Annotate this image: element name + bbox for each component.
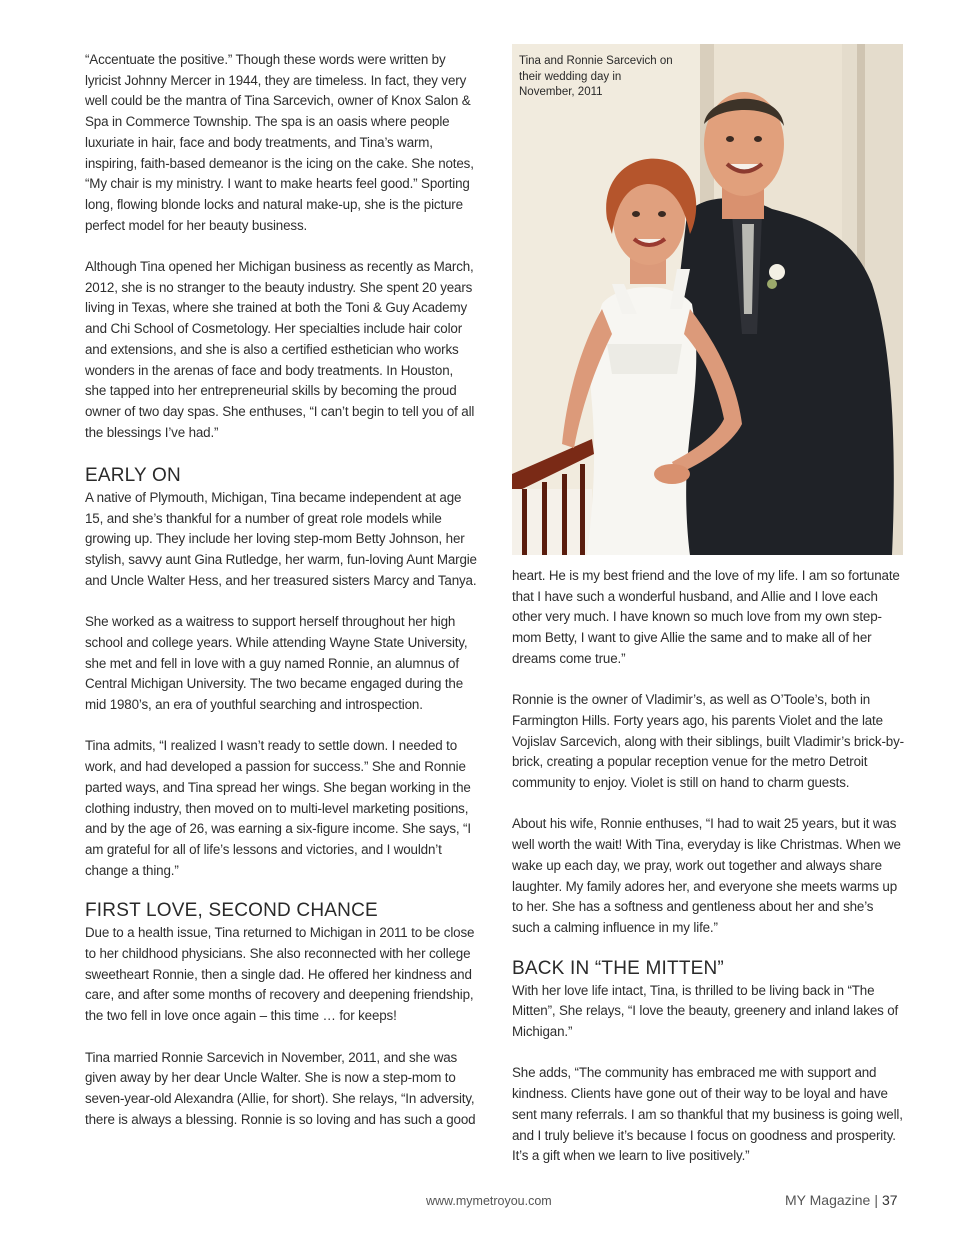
article-paragraph: heart. He is my best friend and the love of my life. I am so fortunate that I have such a wonderful husband, and Allie and I love each other very much. I have known so much love from my own step-mom Betty, I want to give Allie the same and to make all of her dreams come true.” (512, 568, 900, 666)
footer-magazine (785, 1192, 898, 1208)
article-paragraph: With her love life intact, Tina, is thrilled to be living back in “The Mitten”, She relays, “I love the beauty, greenery and inland lakes of Michigan.” (512, 982, 899, 1040)
article-paragraph: Due to a health issue, Tina returned to Michigan in 2011 to be close to her childhood physicians. She also reconnected with her college sweetheart Ronnie, then a single dad. He offered her kindness and care, and after some months of recovery and deepening friendship, the two fell in love once again – this time … for keeps! (85, 925, 475, 1024)
article-paragraph: A native of Plymouth, Michigan, Tina became independent at age 15, and she’s thankful for a number of great role models while growing up. They include her loving step-mom Betty Johnson, her stylish, savvy aunt Gina Rutledge, her warm, fun-loving Aunt Margie and Uncle Walter Hess, and her treasured sisters Marcy and Tanya. (85, 490, 477, 588)
wedding-photo-illustration (512, 44, 903, 555)
photo-caption: Tina and Ronnie Sarcevich on their wedding day in November, 2011 (519, 55, 673, 98)
article-paragraph: Tina married Ronnie Sarcevich in November, 2011, and she was given away by her dear Uncle Walter. She is now a step-mom to seven-year-old Alexandra (Allie, for short). She relays, “In adversity, there is always a blessing. Ronnie is so loving and has such a good (85, 1049, 476, 1127)
magazine-name: MY Magazine (785, 1192, 871, 1208)
section-heading-back-in-mitten: BACK IN “THE MITTEN” (512, 957, 724, 979)
footer-separator: | (874, 1192, 878, 1208)
article-paragraph: About his wife, Ronnie enthuses, “I had to wait 25 years, but it was well worth the wait! With Tina, everyday is like Christmas. When we wake up each day, we pray, work out together and always share laughter. My family adores her, and everyone she meets warms up to her. She has a softness and gentleness about her and she’s such a calming influence in my life.” (512, 816, 901, 935)
left-column (85, 50, 477, 1130)
section-heading-early-on: EARLY ON (85, 465, 181, 487)
article-paragraph: “Accentuate the positive.” Though these words were written by lyricist Johnny Mercer in 1944, they are timeless. In fact, they very well could be the mantra of Tina Sarcevich, owner of Knox Salon & Spa in Commerce Township. The spa is an oasis where people luxuriate in hair, face and body treatments, and Tina’s warm, inspiring, faith-based demeanor is the icing on the cake. She notes, “My chair is my ministry. I want to make hearts feel good.” Sporting long, flowing blonde locks and natural make-up, she is the picture perfect model for her beauty business. (85, 52, 474, 233)
article-paragraph: Although Tina opened her Michigan business as recently as March, 2012, she is no stranger to the beauty industry. She spent 20 years living in Texas, where she trained at both the Toni & Guy Academy and Chi School of Cosmetology. Her specialties include hair color and extensions, and she is also a certified esthetician who works wonders in the arenas of face and body treatments. In Houston, she tapped into her entrepreneurial skills by becoming the proud owner of two day spas. She enthuses, “I can’t begin to tell you of all the blessings I’ve had.” (85, 259, 475, 440)
article-paragraph: Tina admits, “I realized I wasn’t ready to settle down. I needed to work, and had developed a passion for success.” She and Ronnie parted ways, and Tina spread her wings. She began working in the clothing industry, then moved on to multi-level marketing positions, and by the age of 26, was earning a six-figure income. She says, “I am grateful for all of life’s lessons and victories, and I wouldn’t change a thing.” (85, 738, 471, 878)
section-heading-first-love: FIRST LOVE, SECOND CHANCE (85, 900, 378, 922)
page-number: 37 (881, 1192, 898, 1208)
article-paragraph: She worked as a waitress to support herself throughout her high school and college years. While attending Wayne State University, she met and fell in love with a guy named Ronnie, an alumnus of Central Michigan University. The two became engaged during the mid 1980’s, an era of youthful searching and introspection. (85, 614, 468, 713)
right-column (512, 566, 904, 1167)
footer-website: www.mymetroyou.com (426, 1194, 552, 1208)
article-paragraph: She adds, “The community has embraced me with support and kindness. Clients have gone out of their way to be loyal and have sent many referrals. I am so thankful that my business is going well, and I truly believe it’s because I focus on goodness and prosperity. It’s a gift when we learn to live positively.” (512, 1065, 903, 1164)
wedding-photo (512, 44, 903, 555)
article-paragraph: Ronnie is the owner of Vladimir’s, as well as O’Toole’s, both in Farmington Hills. Forty years ago, his parents Violet and the late Vojislav Sarcevich, along with their siblings, built Vladimir’s brick-by-brick, creating a popular reception venue for the metro Detroit community to enjoy. Violet is still on hand to charm guests. (512, 692, 904, 791)
